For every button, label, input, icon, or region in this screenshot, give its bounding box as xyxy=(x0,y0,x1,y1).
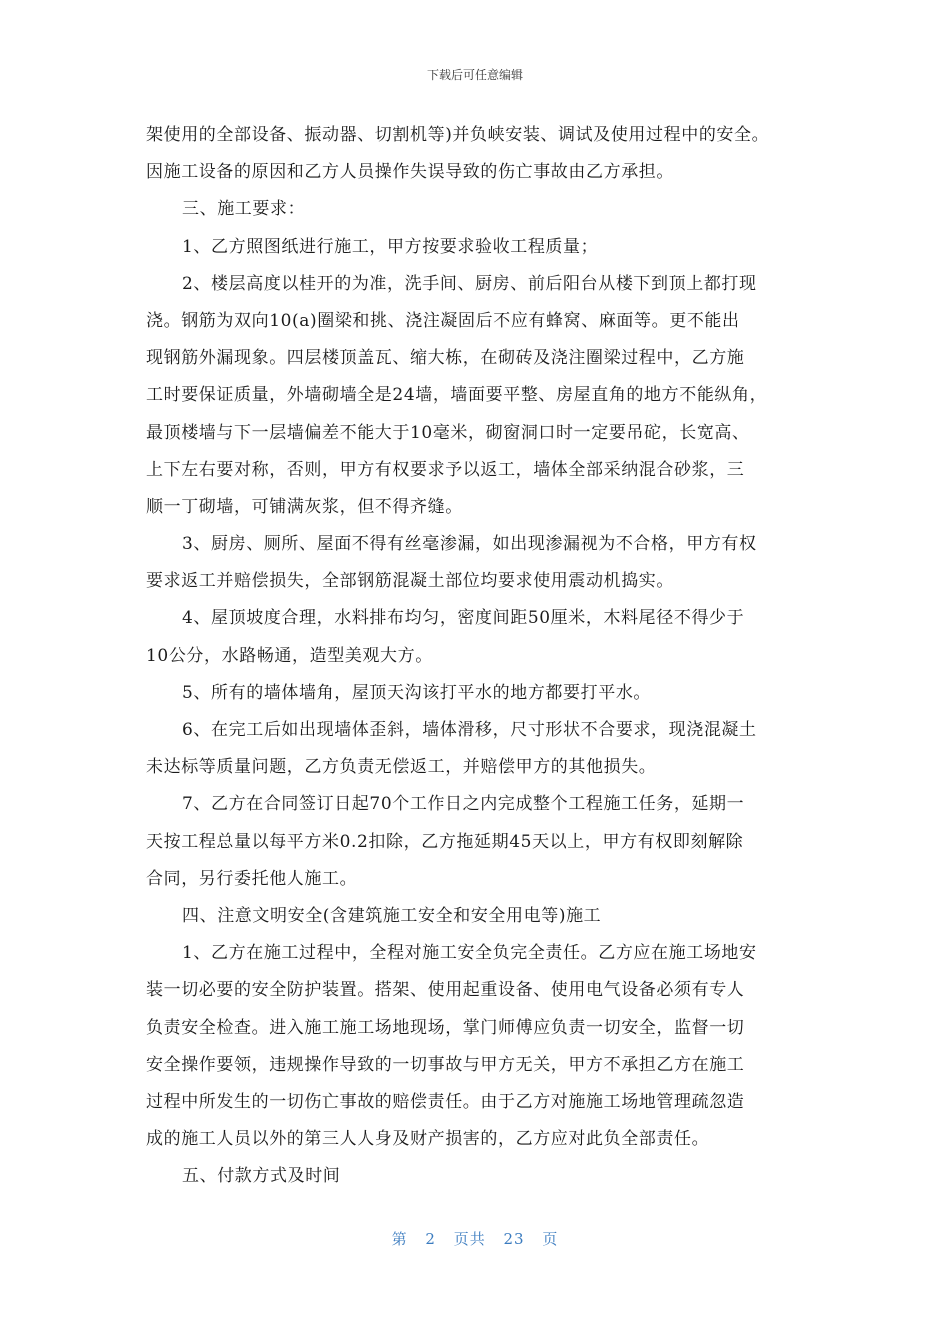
document-body xyxy=(146,117,816,1195)
text-line: 4、屋顶坡度合理，水料排布均匀，密度间距50厘米，木料尾径不得少于 xyxy=(182,608,745,629)
text-line: 天按工程总量以每平方米0.2扣除，乙方拖延期45天以上，甲方有权即刻解除 xyxy=(146,831,744,852)
text-line: 2、楼层高度以桂开的为准，洗手间、厨房、前后阳台从楼下到顶上都打现 xyxy=(182,273,757,294)
text-line: 1、乙方照图纸进行施工，甲方按要求验收工程质量； xyxy=(182,236,599,257)
footer-di: 第 xyxy=(391,1230,408,1248)
text-line: 6、在完工后如出现墙体歪斜，墙体滑移，尺寸形状不合要求，现浇混凝土 xyxy=(182,720,757,740)
page-header: 下载后可任意编辑 xyxy=(426,68,523,82)
footer-total-pages: 23 xyxy=(503,1230,525,1248)
footer-page-number: 2 xyxy=(425,1230,436,1248)
text-line: 现钢筋外漏现象。四层楼顶盖瓦、缩大栋，在砌砖及浇注圈梁过程中，乙方施 xyxy=(146,348,745,369)
page-footer xyxy=(0,1228,950,1249)
text-line: 3、厨房、厕所、屋面不得有丝毫渗漏，如出现渗漏视为不合格，甲方有权 xyxy=(182,534,757,555)
footer-ye: 页 xyxy=(542,1230,559,1248)
text-line: 10公分，水路畅通，造型美观大方。 xyxy=(146,645,433,666)
text-line: 因施工设备的原因和乙方人员操作失误导致的伤亡事故由乙方承担。 xyxy=(146,162,674,183)
text-line: 负责安全检查。进入施工施工场地现场，掌门师傅应负责一切安全，监督一切 xyxy=(146,1017,745,1038)
text-line: 装一切必要的安全防护装置。搭架、使用起重设备、使用电气设备必须有专人 xyxy=(146,980,745,1001)
text-line: 顺一丁砌墙，可铺满灰浆，但不得齐缝。 xyxy=(146,496,463,517)
text-line: 安全操作要领，违规操作导致的一切事故与甲方无关，甲方不承担乙方在施工 xyxy=(146,1054,745,1075)
text-line: 最顶楼墙与下一层墙偏差不能大于10毫米，砌窗洞口时一定要吊砣，长宽高、 xyxy=(146,422,750,443)
text-line: 四、注意文明安全(含建筑施工安全和安全用电等)施工 xyxy=(182,905,602,926)
text-line: 浇。钢筋为双向10(a)圈梁和挑、浇注凝固后不应有蜂窝、麻面等。更不能出 xyxy=(146,310,740,331)
text-line: 成的施工人员以外的第三人人身及财产损害的，乙方应对此负全部责任。 xyxy=(146,1129,710,1150)
text-line: 合同，另行委托他人施工。 xyxy=(146,868,358,889)
text-line: 五、付款方式及时间 xyxy=(182,1166,341,1187)
text-line: 架使用的全部设备、振动器、切割机等)并负峡安装、调试及使用过程中的安全。 xyxy=(146,125,770,145)
text-line: 过程中所发生的一切伤亡事故的赔偿责任。由于乙方对施施工场地管理疏忽造 xyxy=(146,1091,745,1112)
text-line: 未达标等质量问题，乙方负责无偿返工，并赔偿甲方的其他损失。 xyxy=(146,757,657,778)
text-line: 上下左右要对称，否则，甲方有权要求予以返工，墙体全部采纳混合砂浆，三 xyxy=(146,459,745,480)
text-line: 5、所有的墙体墙角，屋顶天沟该打平水的地方都要打平水。 xyxy=(182,682,652,703)
text-line: 7、乙方在合同签订日起70个工作日之内完成整个工程施工任务，延期一 xyxy=(182,794,745,815)
text-line: 1、乙方在施工过程中，全程对施工安全负完全责任。乙方应在施工场地安 xyxy=(182,943,757,964)
footer-ye-gong: 页共 xyxy=(453,1230,486,1248)
text-line: 要求返工并赔偿损失，全部钢筋混凝土部位均要求使用震动机捣实。 xyxy=(146,571,674,592)
text-line: 工时要保证质量，外墙砌墙全是24墙，墙面要平整、房屋直角的地方不能纵角， xyxy=(146,385,768,406)
text-line: 三、施工要求： xyxy=(182,199,306,220)
